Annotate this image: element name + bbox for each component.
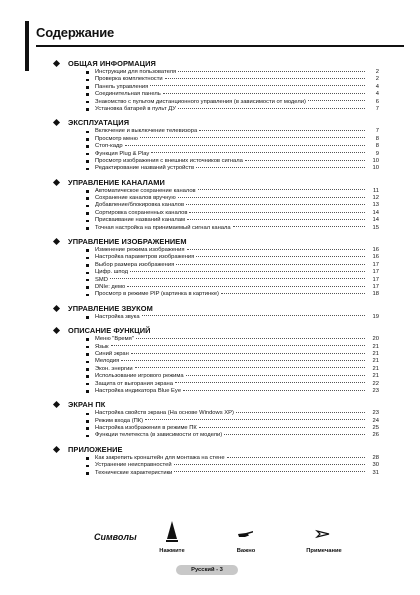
toc-page-number: 19 <box>372 313 379 320</box>
toc-entry[interactable] <box>54 381 379 388</box>
square-bullet-icon <box>86 338 89 341</box>
toc-entry-text: Знакомство с пультом дистанционного управления (в зависимости от модели) <box>95 98 306 105</box>
toc-entry[interactable] <box>54 358 379 365</box>
toc-entry[interactable] <box>54 69 379 76</box>
dot-leader <box>178 197 365 198</box>
square-bullet-icon <box>86 457 89 460</box>
toc-section-title <box>54 444 379 455</box>
square-bullet-icon <box>86 413 89 416</box>
toc-entry-text: Мелодия <box>95 358 120 365</box>
toc-entry-text: Изменение режима изображения <box>95 247 185 254</box>
toc-entry-text: Просмотр меню <box>95 135 138 142</box>
toc-entry[interactable] <box>54 470 379 477</box>
toc-section <box>54 177 379 232</box>
dot-leader <box>236 412 365 413</box>
toc-page-number: 8 <box>375 143 379 150</box>
toc-entry-text: Инструкции для пользователя <box>95 69 177 75</box>
header-rule <box>36 45 404 47</box>
dot-leader <box>183 390 365 391</box>
dot-leader <box>187 249 365 250</box>
dot-leader <box>189 212 365 213</box>
toc-page-number: 22 <box>372 380 379 387</box>
dot-leader <box>135 367 365 368</box>
toc-entry[interactable] <box>54 106 379 113</box>
square-bullet-icon <box>86 93 89 96</box>
toc-section-title <box>54 399 379 410</box>
toc-entry[interactable] <box>54 84 379 91</box>
toc-entry[interactable] <box>54 99 379 106</box>
toc-section-title <box>54 58 379 69</box>
square-bullet-icon <box>86 101 89 104</box>
square-bullet-icon <box>86 346 89 349</box>
dot-leader <box>233 226 365 227</box>
square-bullet-icon <box>86 145 89 148</box>
toc-page-number: 13 <box>372 202 379 209</box>
toc-page-number: 28 <box>372 454 379 461</box>
symbol-important <box>216 520 276 554</box>
note-pen-icon <box>314 520 334 544</box>
dot-leader <box>178 108 365 109</box>
square-bullet-icon <box>86 294 89 297</box>
toc-page-number: 17 <box>372 269 379 276</box>
toc-entry[interactable] <box>54 165 379 172</box>
dot-leader <box>150 85 365 86</box>
toc-section-title <box>54 236 379 247</box>
toc-page-number: 31 <box>372 469 379 476</box>
square-bullet-icon <box>86 472 89 475</box>
toc-entry[interactable] <box>54 410 379 417</box>
toc-entry[interactable] <box>54 188 379 195</box>
toc-entry[interactable] <box>54 202 379 209</box>
dot-leader <box>187 219 365 220</box>
dot-leader <box>165 78 365 79</box>
square-bullet-icon <box>86 257 89 260</box>
toc-entry-text: Технические характеристики <box>95 469 173 476</box>
symbols-label: Символы <box>94 532 137 542</box>
dot-leader <box>176 264 365 265</box>
toc-page-number: 21 <box>372 365 379 372</box>
toc-entry-text: Функции телетекста (в зависимости от модели) <box>95 432 223 439</box>
toc-section <box>54 236 379 299</box>
diamond-bullet-icon <box>53 119 60 126</box>
toc-page-number: 16 <box>372 247 379 254</box>
toc-page-number: 20 <box>372 336 379 343</box>
dot-leader <box>221 293 365 294</box>
toc-section-title-text: ПРИЛОЖЕНИЕ <box>68 444 123 454</box>
dot-leader <box>174 471 365 472</box>
toc-entry[interactable] <box>54 143 379 150</box>
toc-entry[interactable] <box>54 262 379 269</box>
toc-section-title-text: ЭКРАН ПК <box>68 400 106 410</box>
toc-entry-text: Включение и выключение телевизора <box>95 128 198 135</box>
toc-page-number: 21 <box>372 343 379 350</box>
toc-page-number: 21 <box>372 373 379 380</box>
toc-entry[interactable] <box>54 269 379 276</box>
toc-page-number: 14 <box>372 209 379 216</box>
toc-section-title <box>54 303 379 314</box>
diamond-bullet-icon <box>53 179 60 186</box>
dot-leader <box>125 145 365 146</box>
dot-leader <box>131 353 365 354</box>
dot-leader <box>186 375 365 376</box>
header-bar <box>25 21 29 71</box>
toc-page-number: 25 <box>372 425 379 432</box>
square-bullet-icon <box>86 205 89 208</box>
dot-leader <box>121 360 365 361</box>
square-bullet-icon <box>86 316 89 319</box>
toc-entry[interactable] <box>54 151 379 158</box>
toc-entry[interactable] <box>54 418 379 425</box>
toc-entry-text: Устранение неисправностей <box>95 462 172 469</box>
dot-leader <box>245 160 365 161</box>
dot-leader <box>127 286 365 287</box>
toc-section-title-text: ОПИСАНИЕ ФУНКЦИЙ <box>68 326 151 336</box>
toc-entry-text: Присваивание названий каналам <box>95 217 185 224</box>
dot-leader <box>174 464 365 465</box>
toc-entry[interactable] <box>54 284 379 291</box>
square-bullet-icon <box>86 131 89 134</box>
toc-entry-text: Синий экран <box>95 350 129 357</box>
square-bullet-icon <box>86 279 89 282</box>
table-of-contents <box>54 58 379 477</box>
toc-page-number: 7 <box>375 128 379 135</box>
square-bullet-icon <box>86 190 89 193</box>
toc-page-number: 4 <box>375 83 379 90</box>
toc-page-number: 2 <box>375 76 379 83</box>
toc-page-number: 9 <box>375 150 379 157</box>
square-bullet-icon <box>86 427 89 430</box>
toc-page-number: 16 <box>372 254 379 261</box>
square-bullet-icon <box>86 108 89 111</box>
toc-page-number: 23 <box>372 387 379 394</box>
toc-entry-text: Выбор размера изображения <box>95 261 175 268</box>
toc-section <box>54 303 379 321</box>
diamond-bullet-icon <box>53 238 60 245</box>
toc-page-number: 17 <box>372 283 379 290</box>
square-bullet-icon <box>86 465 89 468</box>
toc-entry-text: Экон. энергии <box>95 365 133 372</box>
dot-leader <box>186 204 365 205</box>
toc-page-number: 10 <box>372 165 379 172</box>
toc-page-number: 18 <box>372 291 379 298</box>
toc-entry-text: Автоматическое сохранение каналов <box>95 187 196 194</box>
toc-section-title-text: УПРАВЛЕНИЕ ИЗОБРАЖЕНИЕМ <box>68 237 187 247</box>
toc-page-number: 15 <box>372 224 379 231</box>
press-hand-icon <box>164 520 180 544</box>
toc-section-title-text: ЭКСПЛУАТАЦИЯ <box>68 118 130 128</box>
toc-entry[interactable] <box>54 76 379 83</box>
symbol-press-caption: Нажмите <box>159 548 185 554</box>
toc-page-number: 21 <box>372 358 379 365</box>
square-bullet-icon <box>86 286 89 289</box>
toc-entry[interactable] <box>54 314 379 321</box>
square-bullet-icon <box>86 435 89 438</box>
dot-leader <box>163 93 365 94</box>
toc-entry[interactable] <box>54 254 379 261</box>
pointing-finger-icon <box>236 520 256 544</box>
toc-entry[interactable] <box>54 136 379 143</box>
toc-entry-text: Проверка комплектности <box>95 76 163 83</box>
dot-leader <box>199 130 365 131</box>
symbol-press <box>142 520 202 554</box>
toc-entry[interactable] <box>54 291 379 298</box>
symbol-important-caption: Важно <box>236 548 256 554</box>
toc-section <box>54 444 379 477</box>
toc-entry[interactable] <box>54 351 379 358</box>
square-bullet-icon <box>86 227 89 230</box>
toc-entry[interactable] <box>54 432 379 439</box>
dot-leader <box>136 338 365 339</box>
dot-leader <box>130 271 365 272</box>
toc-page-number: 6 <box>375 98 379 105</box>
toc-entry[interactable] <box>54 462 379 469</box>
toc-page-number: 23 <box>372 410 379 417</box>
square-bullet-icon <box>86 138 89 141</box>
toc-section-title-text: ОБЩАЯ ИНФОРМАЦИЯ <box>68 59 156 68</box>
square-bullet-icon <box>86 368 89 371</box>
toc-entry-text: Настройка индикатора Blue Eye <box>95 387 182 394</box>
symbol-note-caption: Примечание <box>306 548 342 554</box>
dot-leader <box>199 427 365 428</box>
toc-entry-text: DNIe: демо <box>95 283 126 290</box>
diamond-bullet-icon <box>53 305 60 312</box>
diamond-bullet-icon <box>53 60 60 67</box>
toc-entry-text: Сортировка сохраненных каналов <box>95 209 188 216</box>
toc-page-number: 2 <box>375 69 379 75</box>
toc-section-title-text: УПРАВЛЕНИЕ КАНАЛАМИ <box>68 177 165 187</box>
toc-section <box>54 117 379 172</box>
symbol-note <box>294 520 354 554</box>
toc-page-number: 17 <box>372 261 379 268</box>
toc-entry[interactable] <box>54 225 379 232</box>
dot-leader <box>110 278 365 279</box>
dot-leader <box>151 152 365 153</box>
toc-section-title-text: УПРАВЛЕНИЕ ЗВУКОМ <box>68 303 153 313</box>
toc-entry-text: Настройка звука <box>95 313 140 320</box>
toc-entry-text: Настройка изображения в режиме ПК <box>95 425 197 432</box>
toc-entry-text: Добавление/блокировка каналов <box>95 202 185 209</box>
toc-entry[interactable] <box>54 195 379 202</box>
toc-entry-text: Панель управления <box>95 83 149 90</box>
diamond-bullet-icon <box>53 446 60 453</box>
toc-section-title <box>54 177 379 188</box>
toc-section <box>54 58 379 113</box>
toc-page-number: 11 <box>372 187 379 194</box>
square-bullet-icon <box>86 264 89 267</box>
toc-entry[interactable] <box>54 425 379 432</box>
square-bullet-icon <box>86 168 89 171</box>
toc-entry-text: Редактирование названий устройств <box>95 165 195 172</box>
dot-leader <box>142 315 365 316</box>
diamond-bullet-icon <box>53 327 60 334</box>
toc-entry-text: SMD <box>95 276 108 283</box>
dot-leader <box>196 256 365 257</box>
square-bullet-icon <box>86 212 89 215</box>
toc-entry-text: Функция Plug & Play <box>95 150 150 157</box>
page-footer-badge: Русский - 3 <box>176 565 238 575</box>
toc-section-title <box>54 325 379 336</box>
toc-section <box>54 325 379 395</box>
toc-entry[interactable] <box>54 336 379 343</box>
square-bullet-icon <box>86 390 89 393</box>
toc-entry-text: Цифр. шпод <box>95 269 129 276</box>
dot-leader <box>196 167 365 168</box>
square-bullet-icon <box>86 86 89 89</box>
square-bullet-icon <box>86 375 89 378</box>
toc-entry-text: Просмотр в режиме PIP (картинка в картинке) <box>95 291 219 298</box>
toc-entry[interactable] <box>54 128 379 135</box>
toc-entry-text: Точная настройка на принимаемый сигнал канала <box>95 224 231 231</box>
toc-page-number: 7 <box>375 105 379 112</box>
dot-leader <box>224 434 365 435</box>
square-bullet-icon <box>86 160 89 163</box>
page-title: Содержание <box>36 25 115 40</box>
toc-page-number: 12 <box>372 195 379 202</box>
dot-leader <box>145 419 365 420</box>
toc-page-number: 14 <box>372 217 379 224</box>
toc-entry-text: Просмотр изображения с внешних источников сигнала <box>95 157 243 164</box>
toc-entry-text: Меню "Время" <box>95 336 134 343</box>
toc-section-title <box>54 117 379 128</box>
dot-leader <box>227 457 365 458</box>
toc-entry-text: Режим входа (ПК) <box>95 417 144 424</box>
toc-page-number: 17 <box>372 276 379 283</box>
square-bullet-icon <box>86 79 89 82</box>
toc-entry-text: Использование игрового режима <box>95 373 184 380</box>
toc-entry-text: Язык <box>95 343 109 350</box>
toc-entry[interactable] <box>54 373 379 380</box>
square-bullet-icon <box>86 249 89 252</box>
toc-entry-text: Настройка параметров изображения <box>95 254 195 261</box>
toc-page-number: 30 <box>372 462 379 469</box>
square-bullet-icon <box>86 353 89 356</box>
toc-page-number: 21 <box>372 350 379 357</box>
toc-page-number: 10 <box>372 157 379 164</box>
square-bullet-icon <box>86 71 89 74</box>
square-bullet-icon <box>86 361 89 364</box>
toc-page-number: 26 <box>372 432 379 439</box>
dot-leader <box>175 382 365 383</box>
dot-leader <box>198 189 365 190</box>
toc-page-number: 24 <box>372 417 379 424</box>
toc-entry[interactable] <box>54 91 379 98</box>
toc-entry[interactable] <box>54 217 379 224</box>
toc-section <box>54 399 379 440</box>
toc-entry-text: Стоп-кадр <box>95 143 123 150</box>
toc-entry-text: Как закрепить кронштейн для монтажа на стене <box>95 454 225 461</box>
toc-page-number: 4 <box>375 91 379 98</box>
square-bullet-icon <box>86 420 89 423</box>
square-bullet-icon <box>86 383 89 386</box>
square-bullet-icon <box>86 272 89 275</box>
square-bullet-icon <box>86 220 89 223</box>
toc-entry[interactable] <box>54 366 379 373</box>
toc-entry-text: Соединительная панель <box>95 91 161 98</box>
dot-leader <box>140 137 365 138</box>
toc-entry[interactable] <box>54 344 379 351</box>
toc-entry[interactable] <box>54 277 379 284</box>
square-bullet-icon <box>86 197 89 200</box>
dot-leader <box>308 100 365 101</box>
toc-entry-text: Защита от выгорания экрана <box>95 380 173 387</box>
symbols-legend <box>94 520 354 560</box>
dot-leader <box>111 345 365 346</box>
toc-entry[interactable] <box>54 388 379 395</box>
toc-entry-text: Настройка свойств экрана (На основе Windows XP) <box>95 410 234 417</box>
diamond-bullet-icon <box>53 401 60 408</box>
toc-page-number: 8 <box>375 135 379 142</box>
toc-entry-text: Установка батарей в пульт ДУ <box>95 105 176 112</box>
square-bullet-icon <box>86 153 89 156</box>
dot-leader <box>178 71 365 72</box>
toc-entry-text: Сохранение каналов вручную <box>95 195 176 202</box>
